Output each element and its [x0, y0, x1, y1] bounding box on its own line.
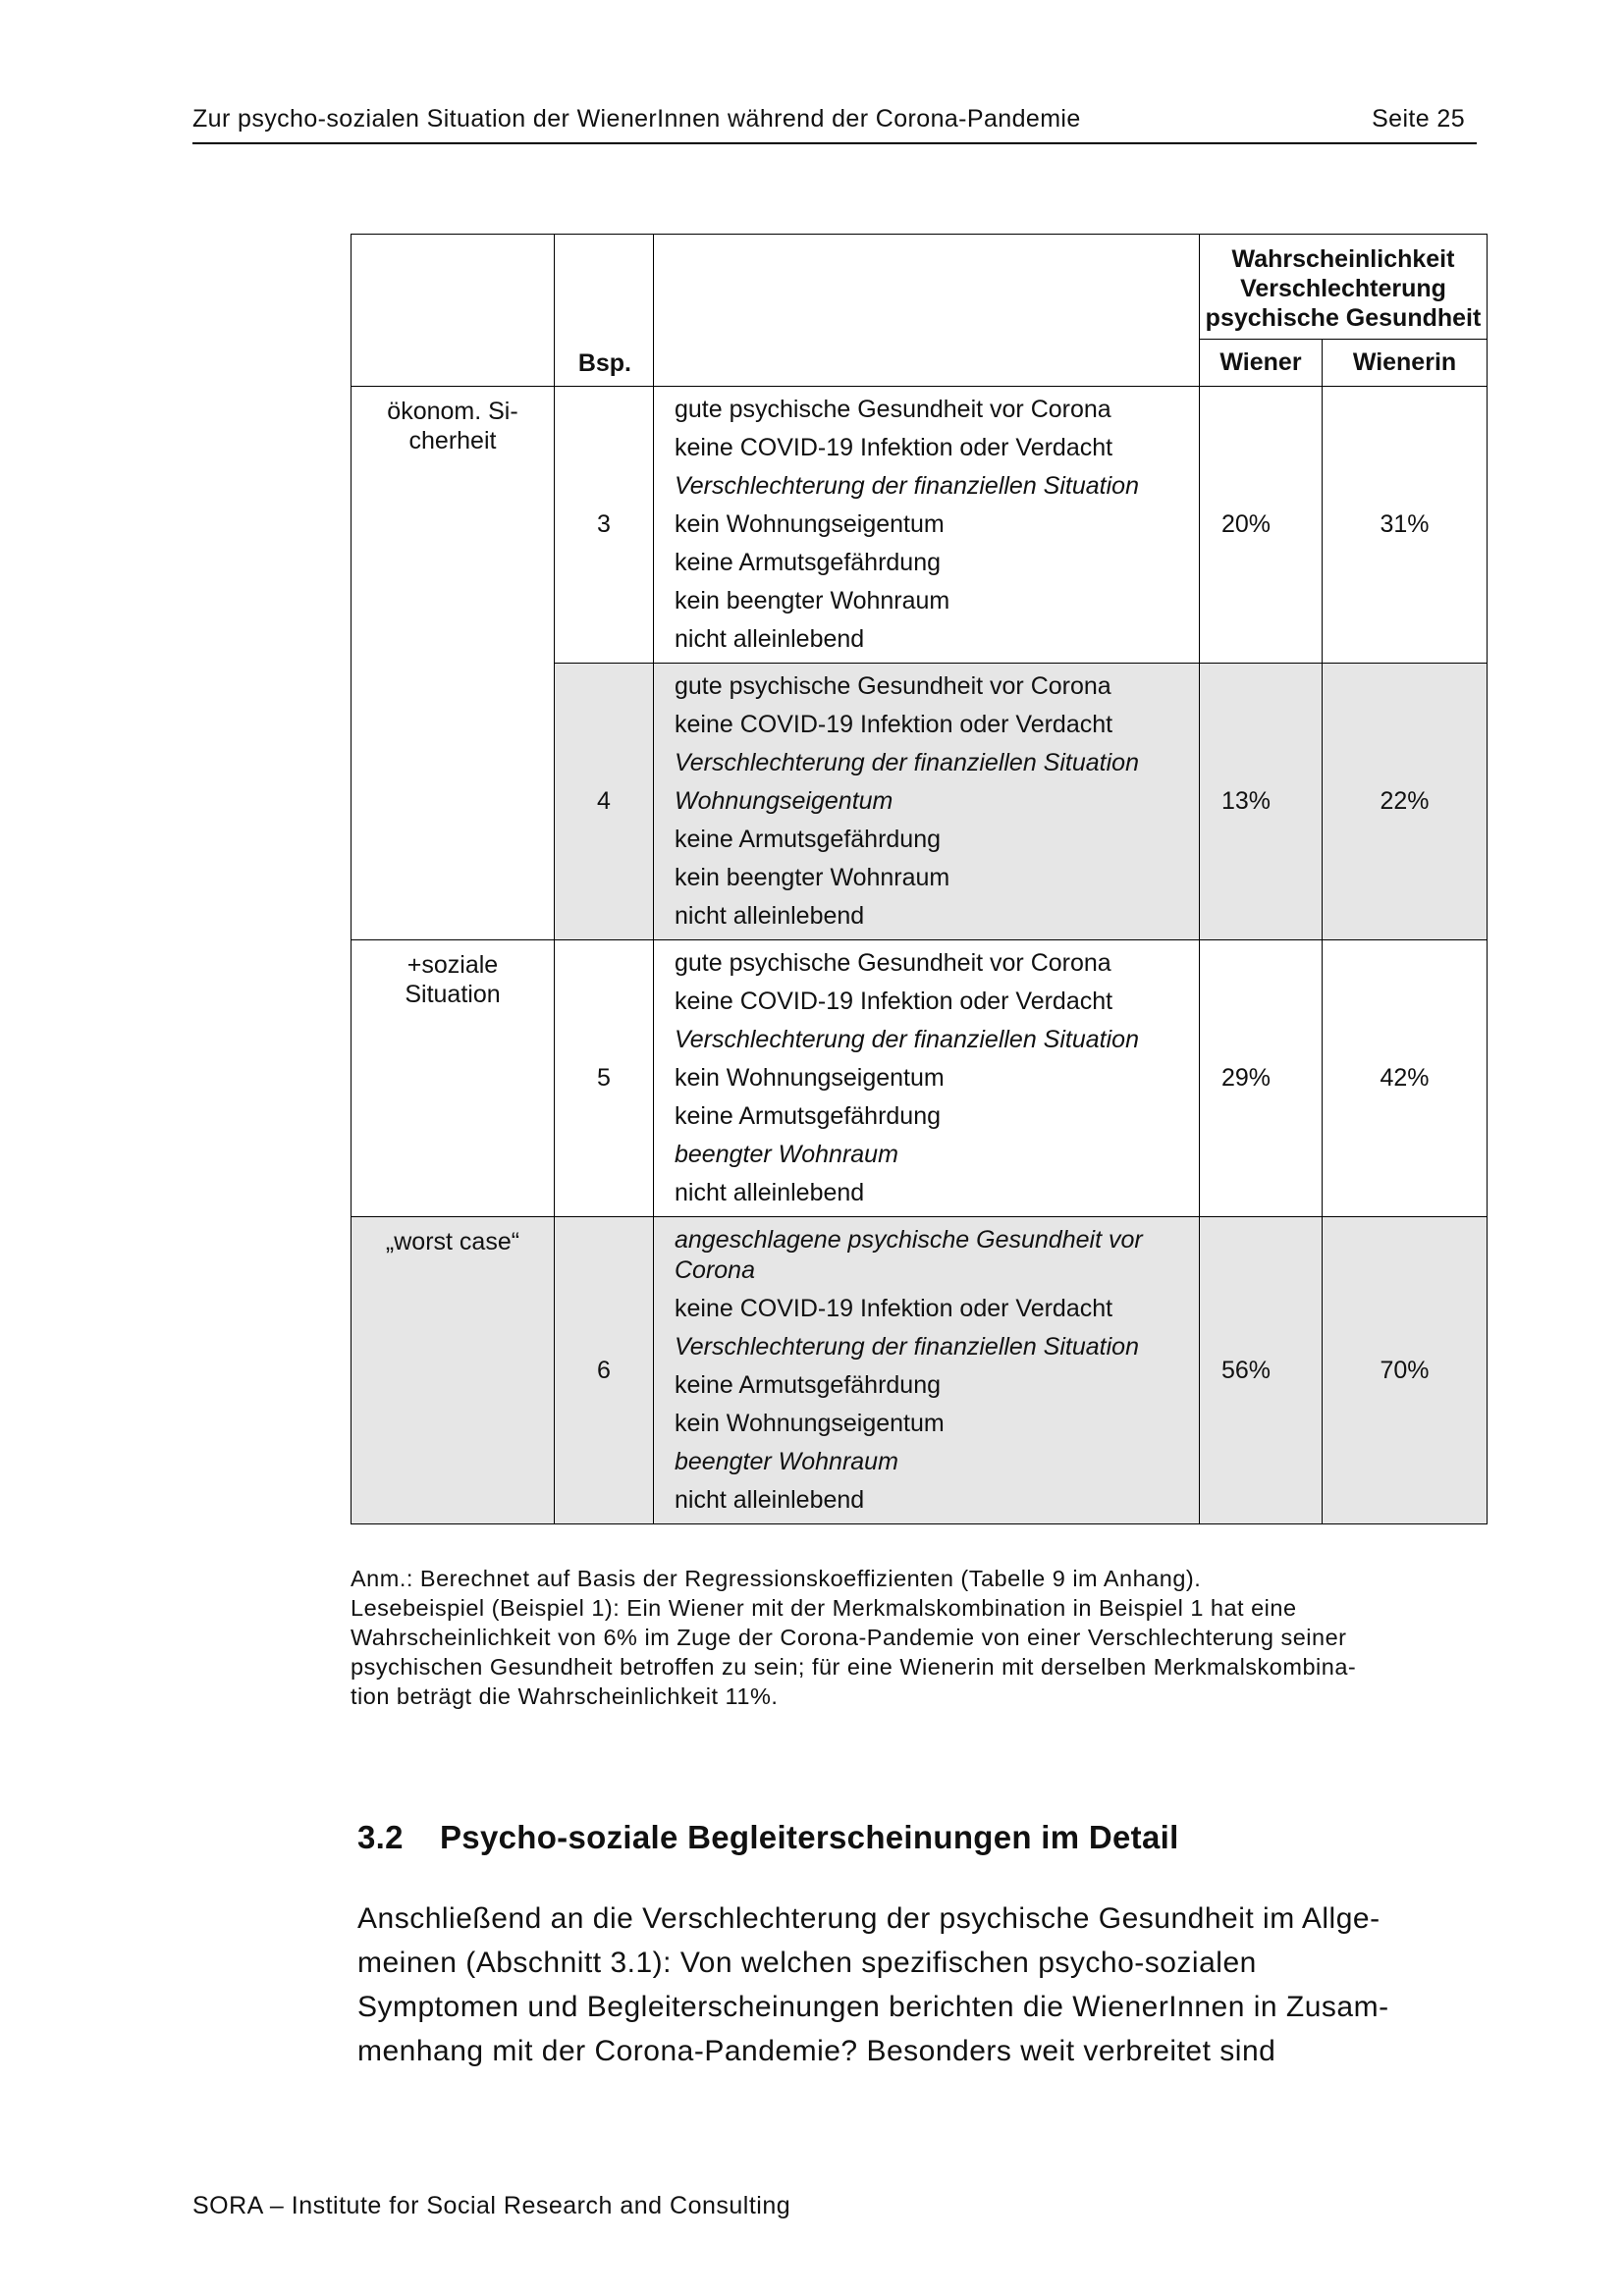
body-paragraph [357, 1896, 1457, 2073]
condition: keine COVID-19 Infektion oder Verdacht [675, 1295, 1113, 1322]
note-line: Anm.: Berechnet auf Basis der Regressionskoeffizienten (Tabelle 9 im Anhang). [351, 1566, 1202, 1591]
note-line: tion beträgt die Wahrscheinlichkeit 11%. [351, 1683, 779, 1709]
group-label-line: ökonom. Si- [387, 398, 518, 425]
condition: keine Armutsgefährdung [675, 1371, 942, 1399]
condition: kein Wohnungseigentum [675, 510, 945, 538]
condition: Verschlechterung der finanziellen Situation [675, 1333, 1139, 1361]
group-label-line: Situation [405, 981, 501, 1008]
condition: gute psychische Gesundheit vor Corona [675, 949, 1111, 977]
probability-table [351, 234, 1488, 1524]
condition: kein Wohnungseigentum [675, 1410, 945, 1437]
paragraph-line: meinen (Abschnitt 3.1): Von welchen spezifischen psycho-sozialen [357, 1947, 1257, 1979]
condition: nicht alleinlebend [675, 1179, 865, 1206]
note-line: Wahrscheinlichkeit von 6% im Zuge der Corona-Pandemie von einer Verschlechterung seiner [351, 1625, 1347, 1650]
value-wienerin: 22% [1323, 664, 1488, 940]
condition: kein beengter Wohnraum [675, 587, 950, 614]
value-wiener: 13% [1200, 664, 1323, 940]
group-label-line: cherheit [408, 427, 497, 454]
condition: kein Wohnungseigentum [675, 1064, 945, 1092]
section-title: Psycho-soziale Begleiterscheinungen im Detail [440, 1819, 1179, 1855]
table-row [352, 1217, 1488, 1524]
bsp-number: 4 [555, 664, 654, 940]
header-wiener: Wiener [1200, 340, 1323, 387]
condition: keine Armutsgefährdung [675, 826, 942, 853]
condition: kein beengter Wohnraum [675, 864, 950, 891]
conditions-cell [654, 387, 1200, 664]
header-wienerin: Wienerin [1323, 340, 1488, 387]
value-wiener: 29% [1200, 940, 1323, 1217]
table-row [352, 387, 1488, 664]
value-wiener: 56% [1200, 1217, 1323, 1524]
table-header-row [352, 235, 1488, 340]
bsp-number: 5 [555, 940, 654, 1217]
condition: Verschlechterung der finanziellen Situation [675, 1026, 1139, 1053]
note-line: Lesebeispiel (Beispiel 1): Ein Wiener mit der Merkmalskombination in Beispiel 1 hat eine [351, 1595, 1297, 1621]
bsp-number: 3 [555, 387, 654, 664]
section-heading [357, 1819, 1179, 1856]
condition: gute psychische Gesundheit vor Corona [675, 672, 1111, 700]
condition: beengter Wohnraum [675, 1141, 898, 1168]
value-wiener: 20% [1200, 387, 1323, 664]
group-label [352, 940, 555, 1217]
section-number: 3.2 [357, 1819, 404, 1855]
condition: Verschlechterung der finanziellen Situation [675, 472, 1139, 500]
value-wienerin: 42% [1323, 940, 1488, 1217]
conditions-cell [654, 940, 1200, 1217]
group-label-line: +soziale [406, 951, 499, 979]
condition: angeschlagene psychische Gesundheit vor Corona [675, 1226, 1143, 1284]
header-probability: Wahrscheinlichkeit Verschlechterung psychische Gesundheit [1200, 235, 1488, 340]
page-number: Seite 25 [1372, 105, 1465, 133]
table-note [351, 1564, 1460, 1711]
conditions-cell [654, 1217, 1200, 1524]
value-wienerin: 70% [1323, 1217, 1488, 1524]
condition: keine Armutsgefährdung [675, 1102, 942, 1130]
condition: keine COVID-19 Infektion oder Verdacht [675, 711, 1113, 738]
condition: nicht alleinlebend [675, 902, 865, 930]
group-label [352, 387, 555, 940]
condition: keine Armutsgefährdung [675, 549, 942, 576]
conditions-cell [654, 664, 1200, 940]
paragraph-line: Anschließend an die Verschlechterung der psychische Gesundheit im Allge- [357, 1902, 1380, 1935]
condition: Wohnungseigentum [675, 787, 893, 815]
condition: Verschlechterung der finanziellen Situation [675, 749, 1139, 776]
note-line: psychischen Gesundheit betroffen zu sein; für eine Wienerin mit derselben Merkmalskombina- [351, 1654, 1357, 1680]
header-title: Zur psycho-sozialen Situation der WienerInnen während der Corona-Pandemie [192, 105, 1081, 133]
condition: nicht alleinlebend [675, 625, 865, 653]
group-label: „worst case“ [352, 1217, 555, 1524]
paragraph-line: Symptomen und Begleiterscheinungen berichten die WienerInnen in Zusam- [357, 1991, 1389, 2023]
table-row [352, 940, 1488, 1217]
header-conditions-cell [654, 235, 1200, 387]
running-header [192, 101, 1477, 144]
page-footer: SORA – Institute for Social Research and Consulting [192, 2192, 791, 2219]
header-empty-cell [352, 235, 555, 387]
condition: nicht alleinlebend [675, 1486, 865, 1514]
paragraph-line: menhang mit der Corona-Pandemie? Besonders weit verbreitet sind [357, 2035, 1276, 2067]
condition: beengter Wohnraum [675, 1448, 898, 1475]
header-bsp: Bsp. [555, 235, 654, 387]
condition: keine COVID-19 Infektion oder Verdacht [675, 988, 1113, 1015]
bsp-number: 6 [555, 1217, 654, 1524]
condition: keine COVID-19 Infektion oder Verdacht [675, 434, 1113, 461]
value-wienerin: 31% [1323, 387, 1488, 664]
condition: gute psychische Gesundheit vor Corona [675, 396, 1111, 423]
